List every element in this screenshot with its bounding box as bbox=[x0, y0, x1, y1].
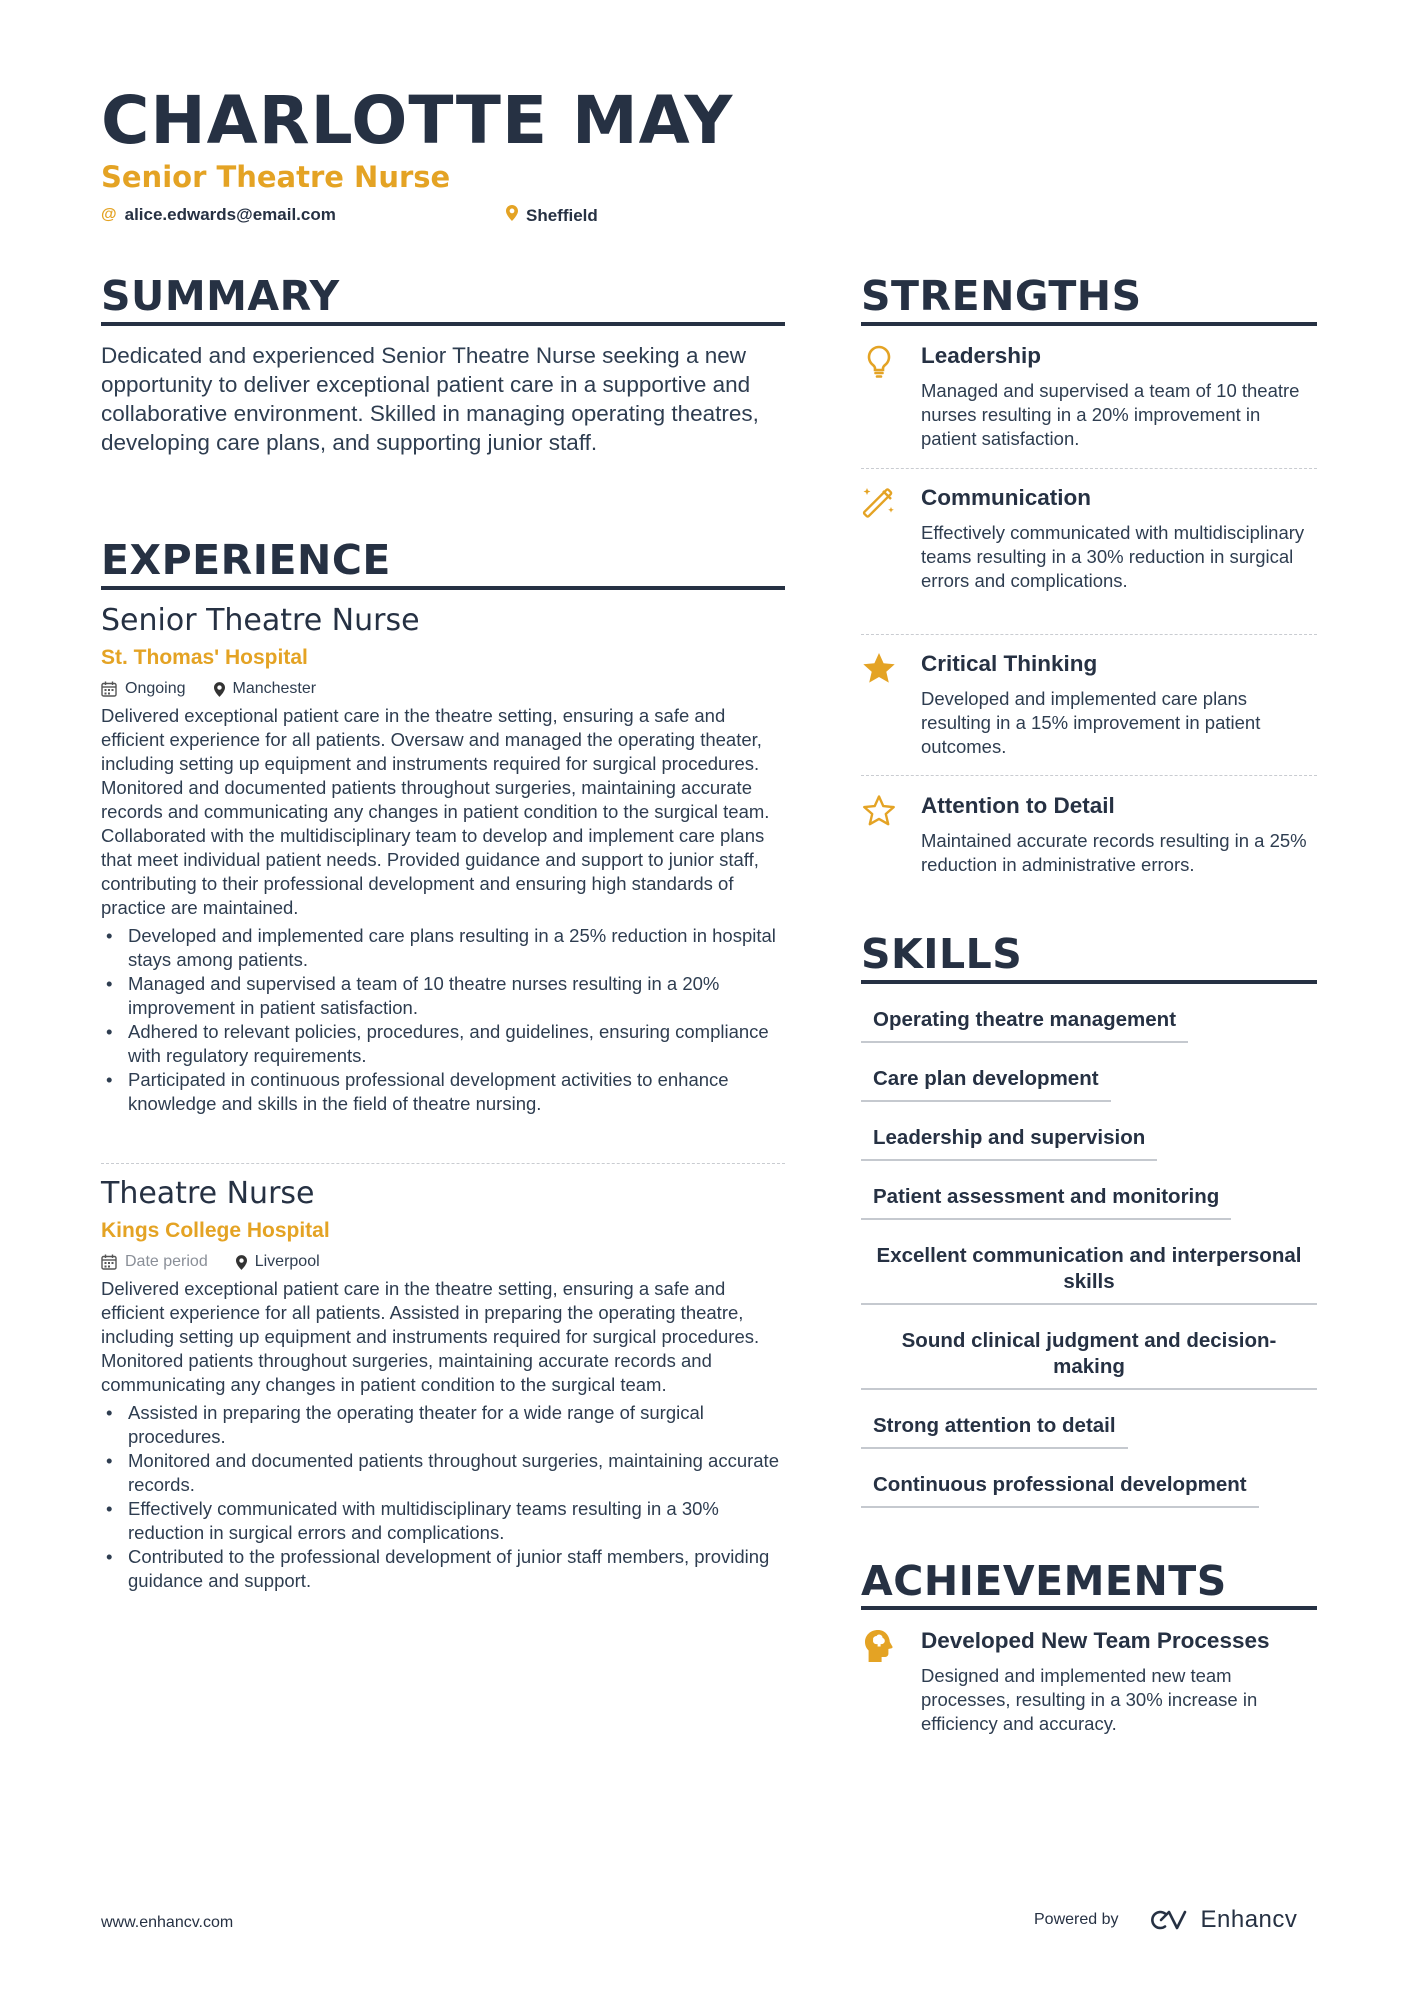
candidate-name: CHARLOTTE MAY bbox=[101, 82, 734, 159]
star-outline-icon bbox=[861, 793, 897, 829]
strength-item bbox=[861, 485, 1316, 630]
strength-description: Maintained accurate records resulting in a 25% reduction in administrative errors. bbox=[921, 830, 1307, 875]
experience-divider bbox=[101, 586, 785, 590]
strength-separator bbox=[861, 775, 1317, 776]
strength-title: Critical Thinking bbox=[921, 651, 1098, 676]
head-brain-icon bbox=[861, 1628, 897, 1664]
contact-location bbox=[506, 205, 598, 226]
location-text: Sheffield bbox=[526, 205, 598, 225]
footer-branding[interactable] bbox=[1034, 1906, 1297, 1934]
job-role: Theatre Nurse bbox=[101, 1176, 315, 1211]
strength-separator bbox=[861, 634, 1317, 635]
skill-tag: Strong attention to detail bbox=[861, 1413, 1128, 1449]
job-bullets bbox=[101, 1401, 791, 1593]
achievement-item bbox=[861, 1628, 1316, 1738]
job-bullet: • Developed and implemented care plans resulting in a 25% reduction in hospital stays among patients. bbox=[101, 924, 791, 972]
strengths-divider bbox=[861, 322, 1317, 326]
strength-item bbox=[861, 343, 1316, 463]
skill-tag: Sound clinical judgment and decision-making bbox=[861, 1328, 1317, 1390]
summary-heading: SUMMARY bbox=[101, 272, 340, 320]
job-bullet: • Assisted in preparing the operating theater for a wide range of surgical procedures. bbox=[101, 1401, 791, 1449]
strength-item bbox=[861, 793, 1316, 893]
star-filled-icon bbox=[861, 651, 897, 687]
calendar-icon bbox=[101, 1254, 117, 1270]
skill-tag: Operating theatre management bbox=[861, 1007, 1188, 1043]
skill-tag: Care plan development bbox=[861, 1066, 1111, 1102]
enhancv-logo-icon bbox=[1145, 1908, 1193, 1932]
job-entry bbox=[101, 603, 791, 1116]
job-meta bbox=[101, 678, 791, 700]
job-period: Ongoing bbox=[101, 680, 186, 698]
job-bullet: • Contributed to the professional development of junior staff members, providing guidance and support. bbox=[101, 1545, 791, 1593]
strength-separator bbox=[861, 468, 1317, 469]
job-location: Liverpool bbox=[236, 1253, 320, 1271]
achievement-title: Developed New Team Processes bbox=[921, 1628, 1270, 1653]
email-text: alice.edwards@email.com bbox=[124, 205, 336, 224]
strength-description: Managed and supervised a team of 10 theatre nurses resulting in a 20% improvement in patient satisfaction. bbox=[921, 380, 1300, 449]
job-bullet: • Participated in continuous professional development activities to enhance knowledge and skills in the field of theatre nursing. bbox=[101, 1068, 791, 1116]
brand bbox=[1145, 1906, 1298, 1934]
job-period: Date period bbox=[101, 1253, 208, 1271]
job-role: Senior Theatre Nurse bbox=[101, 603, 420, 638]
skills-heading: SKILLS bbox=[861, 930, 1023, 978]
powered-by-text: Powered by bbox=[1034, 1911, 1119, 1928]
footer-website[interactable]: www.enhancv.com bbox=[101, 1914, 234, 1931]
strength-item bbox=[861, 651, 1316, 771]
strength-description: Effectively communicated with multidisciplinary teams resulting in a 30% reduction in surgical errors and complications. bbox=[921, 522, 1305, 591]
brand-name: Enhancv bbox=[1200, 1906, 1298, 1933]
job-company: Kings College Hospital bbox=[101, 1219, 330, 1242]
skill-tag: Continuous professional development bbox=[861, 1472, 1259, 1508]
achievements-divider bbox=[861, 1606, 1317, 1610]
job-bullet: • Managed and supervised a team of 10 theatre nurses resulting in a 20% improvement in patient satisfaction. bbox=[101, 972, 791, 1020]
summary-divider bbox=[101, 322, 785, 326]
candidate-title: Senior Theatre Nurse bbox=[101, 160, 451, 194]
summary-text: Dedicated and experienced Senior Theatre Nurse seeking a new opportunity to deliver exceptional patient care in a supportive and collaborative environment. Skilled in managing operating theatres, developing care plans, and supporting junior staff. bbox=[101, 343, 759, 455]
lightbulb-icon bbox=[861, 343, 897, 379]
skill-tag: Patient assessment and monitoring bbox=[861, 1184, 1231, 1220]
job-company: St. Thomas' Hospital bbox=[101, 646, 308, 669]
at-icon: @ bbox=[101, 206, 117, 223]
job-bullets bbox=[101, 924, 791, 1116]
skill-tag: Leadership and supervision bbox=[861, 1125, 1157, 1161]
job-entry bbox=[101, 1176, 791, 1593]
contact-email[interactable] bbox=[101, 205, 336, 225]
strengths-heading: STRENGTHS bbox=[861, 272, 1142, 320]
job-bullet: • Adhered to relevant policies, procedures, and guidelines, ensuring compliance with regulatory requirements. bbox=[101, 1020, 791, 1068]
strength-description: Developed and implemented care plans resulting in a 15% improvement in patient outcomes. bbox=[921, 688, 1261, 757]
job-description: Delivered exceptional patient care in the theatre setting, ensuring a safe and efficient experience for all patients. Oversaw and managed the operating theater, including setting up equipment and instruments required for surgical procedures. Monitored and documented patients throughout surgeries, maintaining accurate records and communicating any changes in patient condition to the surgical team. Collaborated with the multidisciplinary team to develop and implement care plans that meet individual patient needs. Provided guidance and support to junior staff, contributing to their professional development and ensuring high standards of practice are maintained. bbox=[101, 705, 770, 918]
achievements-heading: ACHIEVEMENTS bbox=[861, 1557, 1227, 1605]
achievement-description: Designed and implemented new team processes, resulting in a 30% increase in efficiency and accuracy. bbox=[921, 1665, 1258, 1734]
location-pin-icon bbox=[214, 682, 225, 697]
job-bullet: • Monitored and documented patients throughout surgeries, maintaining accurate records. bbox=[101, 1449, 791, 1497]
location-pin-icon bbox=[506, 205, 518, 226]
calendar-icon bbox=[101, 681, 117, 697]
job-meta bbox=[101, 1251, 791, 1273]
strength-title: Leadership bbox=[921, 343, 1042, 368]
skills-divider bbox=[861, 980, 1317, 984]
job-separator bbox=[101, 1163, 785, 1164]
magic-wand-icon bbox=[861, 485, 897, 521]
job-bullet: • Effectively communicated with multidisciplinary teams resulting in a 30% reduction in surgical errors and complications. bbox=[101, 1497, 791, 1545]
location-pin-icon bbox=[236, 1255, 247, 1270]
job-description: Delivered exceptional patient care in the theatre setting, ensuring a safe and efficient experience for all patients. Assisted in preparing the operating theatre, including setting up equipment and instruments required for surgical procedures. Monitored patients throughout surgeries, maintaining accurate records and communicating any changes in patient condition to the surgical team. bbox=[101, 1278, 760, 1395]
strength-title: Communication bbox=[921, 485, 1092, 510]
strength-title: Attention to Detail bbox=[921, 793, 1115, 818]
experience-heading: EXPERIENCE bbox=[101, 536, 391, 584]
skill-tag: Excellent communication and interpersonal skills bbox=[861, 1243, 1317, 1305]
job-location: Manchester bbox=[214, 680, 317, 698]
